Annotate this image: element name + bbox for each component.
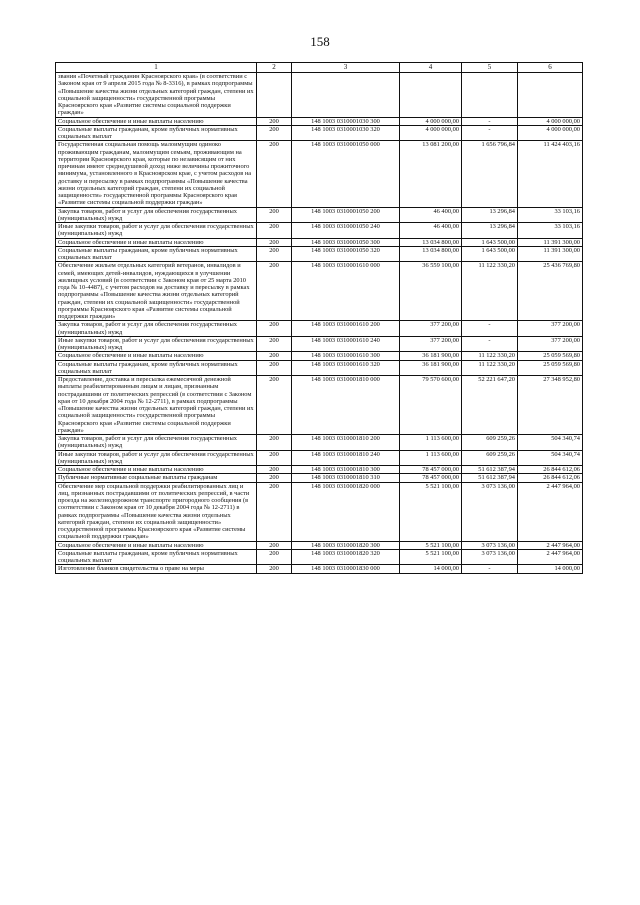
- row-name: Предоставление, доставка и пересылка ежемесячной денежной выплаты реабилитированным лицам и лицам, признанным пострадавшими от политических репрессий (в соответствии с Законом края от 10 декабря 2004 года № 12-2711), в рамках подпрограммы «Повышение качества жизни отдельных категорий граждан, степени их социальной защищенности» государственной программы Красноярского края «Развитие системы социальной поддержки граждан»: [56, 376, 257, 435]
- row-remaining-amount: 504 340,74: [518, 450, 583, 466]
- row-code: 200: [257, 336, 292, 352]
- row-name: Социальные выплаты гражданам, кроме публичных нормативных социальных выплат: [56, 549, 257, 565]
- row-executed-amount: 609 259,26: [462, 435, 518, 451]
- table-row: [56, 474, 583, 482]
- row-executed-amount: -: [462, 125, 518, 141]
- row-approved-amount: 13 034 800,00: [400, 246, 462, 262]
- row-executed-amount: 1 643 500,00: [462, 238, 518, 246]
- row-code: 200: [257, 238, 292, 246]
- row-remaining-amount: 25 059 569,80: [518, 360, 583, 376]
- table-row: [56, 336, 583, 352]
- row-classification-code: 148 1003 0310001810 200: [292, 435, 400, 451]
- row-approved-amount: [400, 73, 462, 118]
- row-code: 200: [257, 125, 292, 141]
- row-classification-code: 148 1003 0310001050 240: [292, 223, 400, 239]
- row-executed-amount: 51 612 387,94: [462, 466, 518, 474]
- row-classification-code: 148 1003 0310001050 000: [292, 141, 400, 207]
- table-row: [56, 125, 583, 141]
- row-executed-amount: 3 073 136,00: [462, 549, 518, 565]
- row-remaining-amount: 26 844 612,06: [518, 474, 583, 482]
- table-row: [56, 141, 583, 207]
- table-row: [56, 376, 583, 435]
- row-remaining-amount: 25 059 569,80: [518, 352, 583, 360]
- row-name: Закупка товаров, работ и услуг для обеспечения государственных (муниципальных) нужд: [56, 435, 257, 451]
- row-name: Иные закупки товаров, работ и услуг для обеспечения государственных (муниципальных) нужд: [56, 336, 257, 352]
- table-row: [56, 541, 583, 549]
- row-approved-amount: 46 400,00: [400, 223, 462, 239]
- row-classification-code: 148 1003 0310001610 300: [292, 352, 400, 360]
- table-row: [56, 238, 583, 246]
- row-name: Иные закупки товаров, работ и услуг для обеспечения государственных (муниципальных) нужд: [56, 223, 257, 239]
- row-approved-amount: 14 000,00: [400, 565, 462, 573]
- row-remaining-amount: 2 447 964,00: [518, 549, 583, 565]
- row-classification-code: 148 1003 0310001610 000: [292, 262, 400, 321]
- row-code: 200: [257, 223, 292, 239]
- row-name: Изготовление бланков свидетельства о праве на меры: [56, 565, 257, 573]
- row-code: 200: [257, 474, 292, 482]
- page-number: 158: [310, 34, 330, 49]
- row-executed-amount: 3 073 136,00: [462, 482, 518, 541]
- row-executed-amount: 52 221 647,20: [462, 376, 518, 435]
- row-remaining-amount: 27 348 952,80: [518, 376, 583, 435]
- row-classification-code: 148 1003 0310001830 000: [292, 565, 400, 573]
- row-code: 200: [257, 450, 292, 466]
- row-remaining-amount: 2 447 964,00: [518, 541, 583, 549]
- column-number-1: 1: [56, 63, 257, 73]
- row-approved-amount: 377 200,00: [400, 321, 462, 337]
- row-name: Социальное обеспечение и иные выплаты населению: [56, 352, 257, 360]
- row-remaining-amount: 33 103,16: [518, 207, 583, 223]
- row-executed-amount: -: [462, 321, 518, 337]
- row-remaining-amount: 11 391 300,00: [518, 246, 583, 262]
- row-approved-amount: 36 181 900,00: [400, 360, 462, 376]
- row-remaining-amount: 377 200,00: [518, 336, 583, 352]
- row-remaining-amount: 377 200,00: [518, 321, 583, 337]
- row-code: 200: [257, 565, 292, 573]
- row-classification-code: 148 1003 0310001810 300: [292, 466, 400, 474]
- table-row: [56, 223, 583, 239]
- row-classification-code: 148 1003 0310001050 300: [292, 238, 400, 246]
- table-row: [56, 466, 583, 474]
- row-remaining-amount: 2 447 964,00: [518, 482, 583, 541]
- row-executed-amount: 11 122 330,20: [462, 360, 518, 376]
- row-code: 200: [257, 246, 292, 262]
- row-name: Социальные выплаты гражданам, кроме публичных нормативных социальных выплат: [56, 125, 257, 141]
- row-executed-amount: -: [462, 565, 518, 573]
- row-approved-amount: 36 181 900,00: [400, 352, 462, 360]
- table-row: [56, 352, 583, 360]
- table-row: [56, 360, 583, 376]
- row-remaining-amount: 11 391 300,00: [518, 238, 583, 246]
- row-code: 200: [257, 466, 292, 474]
- row-approved-amount: 78 457 000,00: [400, 466, 462, 474]
- row-approved-amount: 13 081 200,00: [400, 141, 462, 207]
- row-name: Иные закупки товаров, работ и услуг для обеспечения государственных (муниципальных) нужд: [56, 450, 257, 466]
- row-classification-code: 148 1003 0310001820 320: [292, 549, 400, 565]
- row-name: Обеспечение жильем отдельных категорий ветеранов, инвалидов и семей, имеющих детей-инвалидов, нуждающихся в улучшении жилищных условий (в соответствии с Законом края от 25 марта 2010 года № 10-4487), с учетом расходов на доставку и пересылку в рамках подпрограммы «Повышение качества жизни отдельных категорий граждан, степени их социальной защищенности» государственной программы Красноярского края «Развитие системы социальной поддержки граждан»: [56, 262, 257, 321]
- row-name: Публичные нормативные социальные выплаты гражданам: [56, 474, 257, 482]
- row-classification-code: 148 1003 0310001820 300: [292, 541, 400, 549]
- column-number-3: 3: [292, 63, 400, 73]
- row-code: 200: [257, 549, 292, 565]
- budget-table: [55, 62, 583, 574]
- table-row: [56, 73, 583, 118]
- row-remaining-amount: [518, 73, 583, 118]
- row-code: 200: [257, 376, 292, 435]
- row-approved-amount: 46 400,00: [400, 207, 462, 223]
- row-classification-code: 148 1003 0310001030 300: [292, 117, 400, 125]
- row-remaining-amount: 4 000 000,00: [518, 125, 583, 141]
- row-executed-amount: 13 296,84: [462, 223, 518, 239]
- row-remaining-amount: 33 103,16: [518, 223, 583, 239]
- row-executed-amount: [462, 73, 518, 118]
- row-name: звания «Почетный гражданин Красноярского края» (в соответствии с Законом края от 9 апреля 2015 года № 8-3316), в рамках подпрограммы «Повышение качества жизни отдельных категорий граждан, степени их социальной защищенности» государственной программы Красноярского края «Развитие системы социальной поддержки граждан»: [56, 73, 257, 118]
- row-executed-amount: 11 122 330,20: [462, 352, 518, 360]
- row-classification-code: 148 1003 0310001820 000: [292, 482, 400, 541]
- row-name: Социальные выплаты гражданам, кроме публичных нормативных социальных выплат: [56, 360, 257, 376]
- row-code: 200: [257, 541, 292, 549]
- row-approved-amount: 5 521 100,00: [400, 541, 462, 549]
- row-name: Социальные выплаты гражданам, кроме публичных нормативных социальных выплат: [56, 246, 257, 262]
- row-remaining-amount: 4 000 000,00: [518, 117, 583, 125]
- row-approved-amount: 79 570 600,00: [400, 376, 462, 435]
- row-classification-code: 148 1003 0310001810 000: [292, 376, 400, 435]
- column-number-header: [56, 63, 583, 73]
- table-row: [56, 262, 583, 321]
- row-executed-amount: 1 656 796,84: [462, 141, 518, 207]
- row-approved-amount: 377 200,00: [400, 336, 462, 352]
- row-approved-amount: 36 559 100,00: [400, 262, 462, 321]
- row-name: Социальное обеспечение и иные выплаты населению: [56, 466, 257, 474]
- row-code: [257, 73, 292, 118]
- table-row: [56, 117, 583, 125]
- row-code: 200: [257, 321, 292, 337]
- row-classification-code: 148 1003 0310001050 320: [292, 246, 400, 262]
- column-number-2: 2: [257, 63, 292, 73]
- row-name: Государственная социальная помощь малоимущим одиноко проживающим гражданам, малоимущим семьям, проживающим на территории Красноярского края, которые по независящим от них причинам имеют среднедушевой доход ниже величины прожиточного минимума, установленного в Красноярском крае, с учетом расходов на доставку и пересылку в рамках подпрограммы «Повышение качества жизни отдельных категорий граждан, степени их социальной защищенности» государственной программы Красноярского края «Развитие системы социальной поддержки граждан»: [56, 141, 257, 207]
- row-approved-amount: 1 113 600,00: [400, 435, 462, 451]
- row-code: 200: [257, 360, 292, 376]
- row-approved-amount: 78 457 000,00: [400, 474, 462, 482]
- row-executed-amount: -: [462, 336, 518, 352]
- row-approved-amount: 1 113 600,00: [400, 450, 462, 466]
- row-classification-code: 148 1003 0310001030 320: [292, 125, 400, 141]
- row-name: Закупка товаров, работ и услуг для обеспечения государственных (муниципальных) нужд: [56, 321, 257, 337]
- row-name: Закупка товаров, работ и услуг для обеспечения государственных (муниципальных) нужд: [56, 207, 257, 223]
- row-remaining-amount: 504 340,74: [518, 435, 583, 451]
- table-row: [56, 565, 583, 573]
- row-executed-amount: 3 073 136,00: [462, 541, 518, 549]
- row-approved-amount: 4 000 000,00: [400, 117, 462, 125]
- row-name: Социальное обеспечение и иные выплаты населению: [56, 117, 257, 125]
- table-row: [56, 207, 583, 223]
- row-classification-code: 148 1003 0310001810 240: [292, 450, 400, 466]
- row-code: 200: [257, 352, 292, 360]
- row-classification-code: 148 1003 0310001610 320: [292, 360, 400, 376]
- row-name: Обеспечение мер социальной поддержки реабилитированных лиц и лиц, признанных пострадавшими от политических репрессий, в части проезда на железнодорожном транспорте пригородного сообщения (в соответствии с Законом края от 10 декабря 2004 года № 12-2711) в рамках подпрограммы «Повышение качества жизни отдельных категорий граждан, степени их социальной защищенности» государственной программы Красноярского края «Развитие системы социальной поддержки граждан»: [56, 482, 257, 541]
- row-approved-amount: 5 521 100,00: [400, 549, 462, 565]
- row-executed-amount: 51 612 387,94: [462, 474, 518, 482]
- row-executed-amount: -: [462, 117, 518, 125]
- row-code: 200: [257, 482, 292, 541]
- row-classification-code: [292, 73, 400, 118]
- row-executed-amount: 11 122 330,20: [462, 262, 518, 321]
- row-name: Социальное обеспечение и иные выплаты населению: [56, 541, 257, 549]
- table-row: [56, 450, 583, 466]
- column-number-4: 4: [400, 63, 462, 73]
- row-classification-code: 148 1003 0310001610 200: [292, 321, 400, 337]
- row-remaining-amount: 14 000,00: [518, 565, 583, 573]
- table-row: [56, 435, 583, 451]
- row-code: 200: [257, 117, 292, 125]
- row-approved-amount: 13 034 800,00: [400, 238, 462, 246]
- row-code: 200: [257, 262, 292, 321]
- row-name: Социальное обеспечение и иные выплаты населению: [56, 238, 257, 246]
- row-approved-amount: 5 521 100,00: [400, 482, 462, 541]
- row-approved-amount: 4 000 000,00: [400, 125, 462, 141]
- row-executed-amount: 13 296,84: [462, 207, 518, 223]
- row-executed-amount: 609 259,26: [462, 450, 518, 466]
- row-remaining-amount: 11 424 403,16: [518, 141, 583, 207]
- row-executed-amount: 1 643 500,00: [462, 246, 518, 262]
- column-number-5: 5: [462, 63, 518, 73]
- row-remaining-amount: 25 436 769,80: [518, 262, 583, 321]
- row-classification-code: 148 1003 0310001810 310: [292, 474, 400, 482]
- row-classification-code: 148 1003 0310001050 200: [292, 207, 400, 223]
- column-number-6: 6: [518, 63, 583, 73]
- table-row: [56, 246, 583, 262]
- row-code: 200: [257, 435, 292, 451]
- row-code: 200: [257, 141, 292, 207]
- row-classification-code: 148 1003 0310001610 240: [292, 336, 400, 352]
- table-row: [56, 549, 583, 565]
- row-remaining-amount: 26 844 612,06: [518, 466, 583, 474]
- table-row: [56, 482, 583, 541]
- table-row: [56, 321, 583, 337]
- row-code: 200: [257, 207, 292, 223]
